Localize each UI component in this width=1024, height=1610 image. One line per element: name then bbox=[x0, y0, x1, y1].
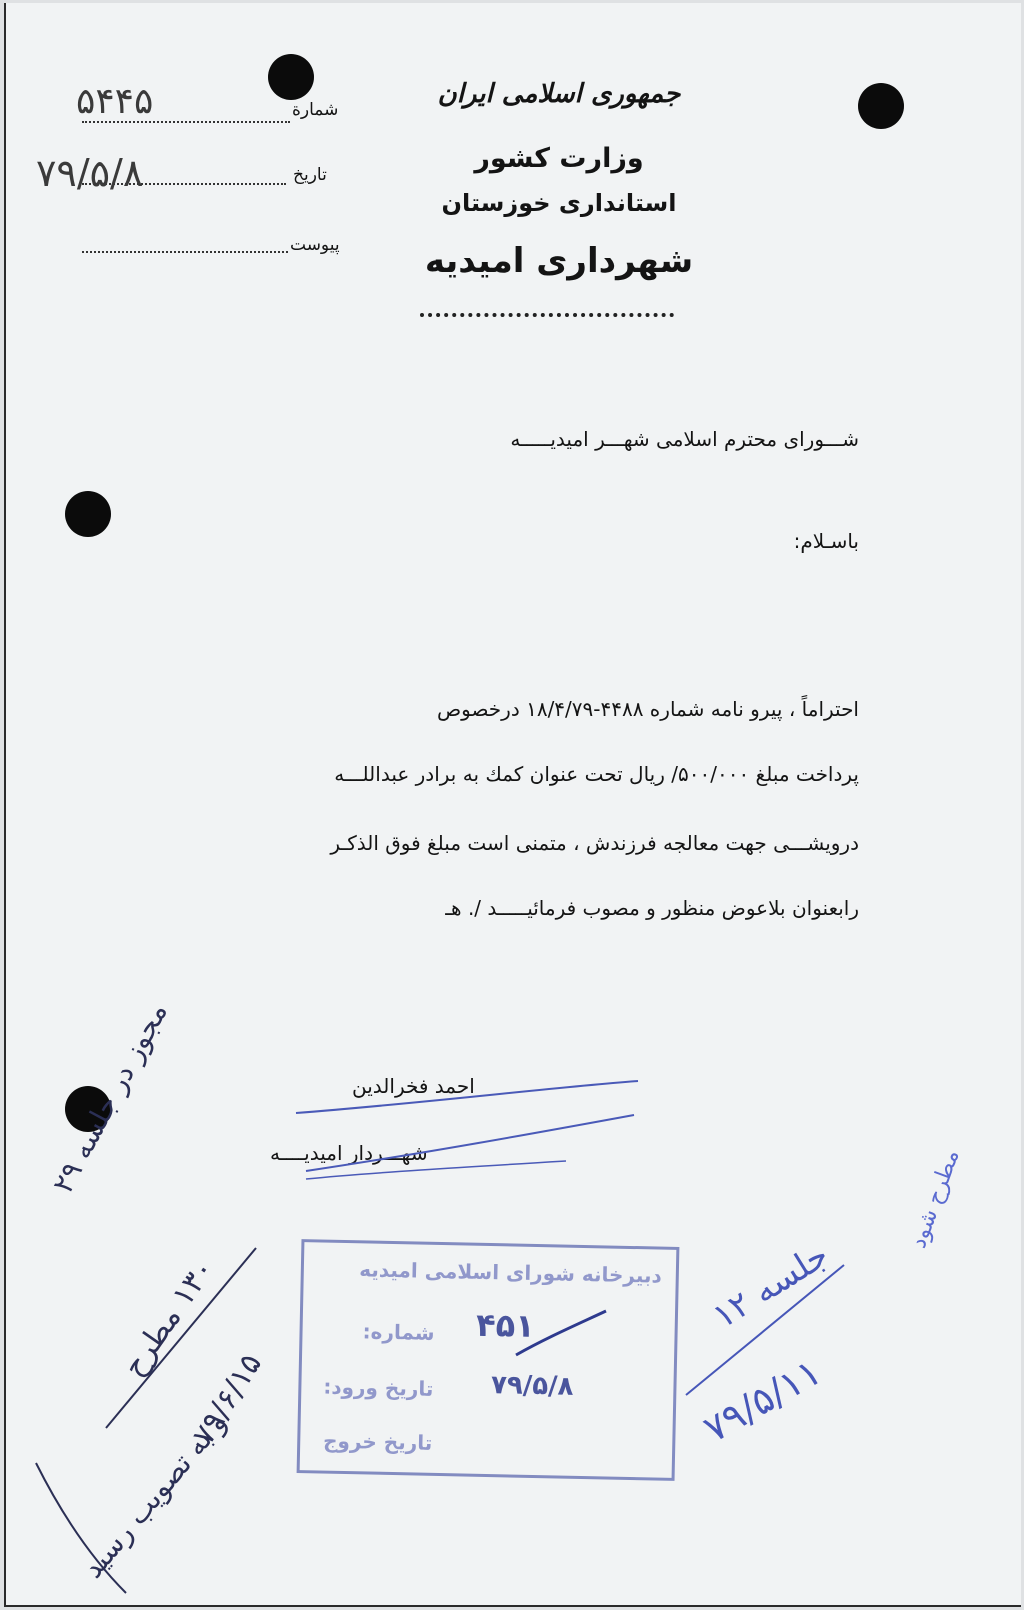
date-label: تاریخ bbox=[293, 165, 327, 185]
header-governorate: استانداری خوزستان bbox=[441, 189, 677, 217]
left-note-line-4: و به تصویب رسید bbox=[76, 1405, 234, 1585]
header-municipality: شهرداری امیدیه bbox=[424, 241, 694, 281]
left-note-line-1: مجوز در جلسه ۲۹ bbox=[46, 997, 174, 1199]
stamp-title: دبیرخانه شورای اسلامی امیدیه bbox=[358, 1257, 663, 1288]
recipient: شـــورای محترم اسلامی شهـــر امیدیـــــه bbox=[510, 427, 859, 451]
header-ministry: وزارت کشور bbox=[474, 143, 644, 174]
header-republic: جمهوری اسلامی ایران bbox=[437, 79, 681, 109]
right-note-session: جلسه ۱۲ bbox=[706, 1235, 836, 1337]
right-note-date: ۷۹/۵/۱۱ bbox=[696, 1349, 829, 1452]
body-line-2: پرداخت مبلغ ۵۰۰/۰۰۰/ ریال تحت عنوان کمك به برادر عبداللـــه bbox=[334, 762, 859, 786]
number-underline-stroke bbox=[106, 1248, 256, 1428]
signature-stroke bbox=[296, 1081, 638, 1113]
left-note-line-2: ۱۳۰ مطرح bbox=[116, 1252, 222, 1384]
signatory-name: احمد فخرالدین bbox=[352, 1074, 475, 1098]
stamp-check-stroke bbox=[516, 1311, 606, 1355]
letter-page bbox=[4, 3, 1021, 1607]
attachment-label: پیوست bbox=[290, 235, 340, 255]
number-value: ۵۴۴۵ bbox=[76, 81, 154, 122]
stamp-date-label: تاریخ ورود: bbox=[323, 1374, 434, 1401]
right-note-stroke bbox=[686, 1265, 844, 1395]
pen-strokes bbox=[6, 3, 1021, 1605]
left-note-line-3: ۷۹/۶/۱۵ bbox=[186, 1347, 270, 1452]
margin-bracket-stroke bbox=[36, 1463, 126, 1593]
number-label: شمارة bbox=[292, 100, 339, 120]
stamp-exit-label: تاریخ خروج bbox=[322, 1428, 433, 1455]
body-line-3: درویشـــی جهت معالجه فرزندش ، متمنی است مبلغ فوق الذکـر bbox=[330, 831, 859, 855]
stamp-number-value: ۴۵۱ bbox=[475, 1305, 536, 1345]
body-line-4: رابعنوان بلاعوض منظور و مصوب فرمائیـــــد /. هـ bbox=[445, 896, 859, 920]
signatory-title: شهـــردار امیدیــــه bbox=[270, 1141, 428, 1165]
signature-stroke bbox=[306, 1115, 634, 1171]
stamp-number-label: شماره: bbox=[362, 1319, 435, 1345]
date-value: ۷۹/۵/۸ bbox=[36, 151, 144, 195]
far-right-note: مطرح شود bbox=[906, 1146, 965, 1252]
body-line-1: احتراماً ، پیرو نامه شماره ۴۴۸۸-۱۸/۴/۷۹ درخصوص bbox=[436, 697, 859, 721]
signature-stroke bbox=[306, 1161, 566, 1179]
stamp-date-value: ۷۹/۵/۸ bbox=[490, 1370, 574, 1402]
greeting: باسـلام: bbox=[793, 529, 859, 553]
